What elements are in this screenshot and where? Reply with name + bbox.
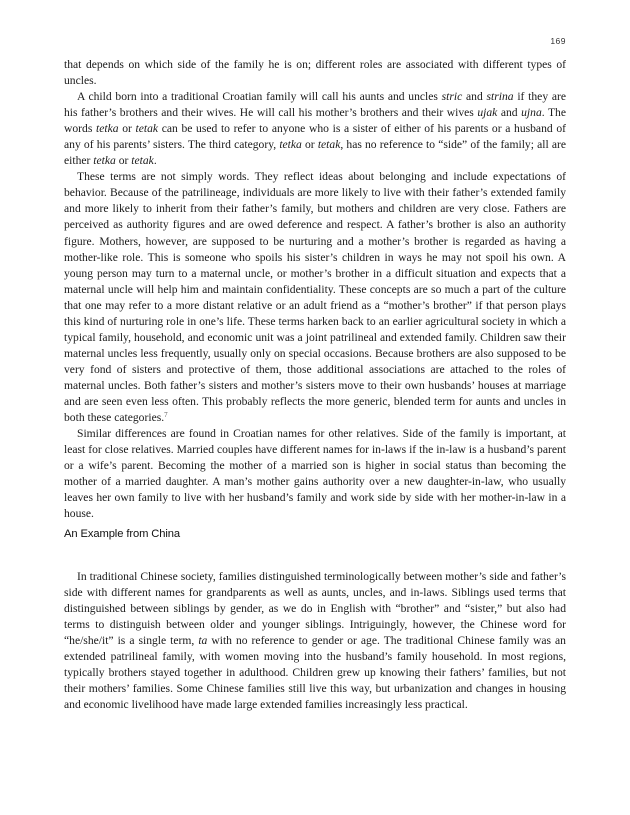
italic-term: tetak (135, 122, 159, 136)
page-number: 169 (550, 36, 566, 46)
italic-term: ujna (521, 106, 542, 120)
italic-term: ta (198, 634, 208, 648)
text-run: Similar differences are found in Croatian names for other relatives. Side of the family is important, at least for close relatives. Married couples have different names for in-laws if the in-law is a husband’s parent or a wife’s parent. Becoming the mother of a married son is higher in social status than becoming the mother of a married daughter. A man’s mother gains authority over a new daughter-in-law, who usually leaves her own family to live with her husband’s family and work side by side with her mother-in-law in a house. (64, 427, 566, 521)
paragraph (64, 57, 566, 89)
italic-term: ujak (477, 106, 498, 120)
paragraph (64, 426, 566, 522)
text-run: . The words (64, 106, 566, 136)
body-text-top (64, 57, 566, 522)
paragraph (64, 169, 566, 426)
italic-term: tetka (93, 154, 116, 168)
body-text-bottom (64, 569, 566, 713)
italic-term: tetak (131, 154, 154, 168)
text-run: These terms are not simply words. They reflect ideas about belonging and include expectations of behavior. Because of the patrilineage, individuals are more likely to live with their father’s extended family and more likely to inherit from their father’s family, but mothers and children are very close. Fathers are perceived as authority figures and are owed deference and respect. A father’s brother is also an authority figure. Mothers, however, are supposed to be nurturing and a mother’s brother is regarded as having a mother-like role. This is someone who spoils his sister’s children in ways he may not spoil his own. A young person may turn to a maternal uncle, or mother’s brother in a difficult situation and expects that a maternal uncle will help him and maintain confidentiality. These concepts are so much a part of the culture that one may refer to a more distant relative or an adult friend as a “mother’s brother” if that person plays this kind of nurturing role in one’s life. These terms harken back to an earlier agricultural society in which a typical family, household, and economic unit was a joint patrilineal and extended family. Children saw their maternal uncles less frequently, usually only on special occasions. Because brothers are also supposed to be very fond of sisters and protective of them, those additional associations are attached to the roles of maternal uncles. Both father’s sisters and mother’s sisters move to their own husbands’ houses at marriage and are seen even less often. This probably reflects the more generic, blended term for aunts and uncles in both these categories. (64, 170, 566, 425)
text-run: that depends on which side of the family he is on; different roles are associated with different types of uncles. (64, 58, 566, 88)
text-run: In traditional Chinese society, families distinguished terminologically between mother’s side and father’s side with different names for grandparents as well as aunts, uncles, and in-laws. Siblings used terms that distinguished between siblings by gender, as we do in English with “brother” and “sister,” but also had terms to distinguish between older and younger siblings. Intriguingly, however, the Chinese word for “he/she/it” is a single term, (64, 570, 566, 648)
text-run: if they are his father’s brothers and their wives. He will call his mother’s brothers and their wives (64, 90, 567, 120)
text-run: or (301, 138, 318, 152)
paragraph (64, 89, 566, 169)
italic-term: tetka (279, 138, 302, 152)
text-run: . (153, 154, 157, 168)
footnote-ref: 7 (164, 411, 168, 420)
paragraph (64, 569, 566, 713)
italic-term: tetka (96, 122, 119, 136)
text-run: and (497, 106, 522, 120)
text-run: and (462, 90, 487, 104)
text-run: or (115, 154, 132, 168)
italic-term: stric (441, 90, 463, 104)
text-run: , has no reference to “side” of the family; all are either (64, 138, 566, 168)
italic-term: strina (486, 90, 514, 104)
text-run: can be used to refer to anyone who is a sister of either of his parents or a husband of any of his parents’ sisters. The third category, (64, 122, 566, 152)
text-run: or (118, 122, 136, 136)
text-run: A child born into a traditional Croatian family will call his aunts and uncles (77, 90, 442, 104)
section-heading: An Example from China (64, 528, 181, 540)
text-run: with no reference to gender or age. The traditional Chinese family was an extended patrilineal family, with women moving into the husband’s family household. In most regions, typically brothers stayed together in adulthood. Children grew up knowing their fathers’ families, but not their mothers’ families. Some Chinese families still live this way, but urbanization and changes in housing and economic livelihood have made large extended families increasingly less practical. (64, 634, 566, 712)
italic-term: tetak (317, 138, 341, 152)
